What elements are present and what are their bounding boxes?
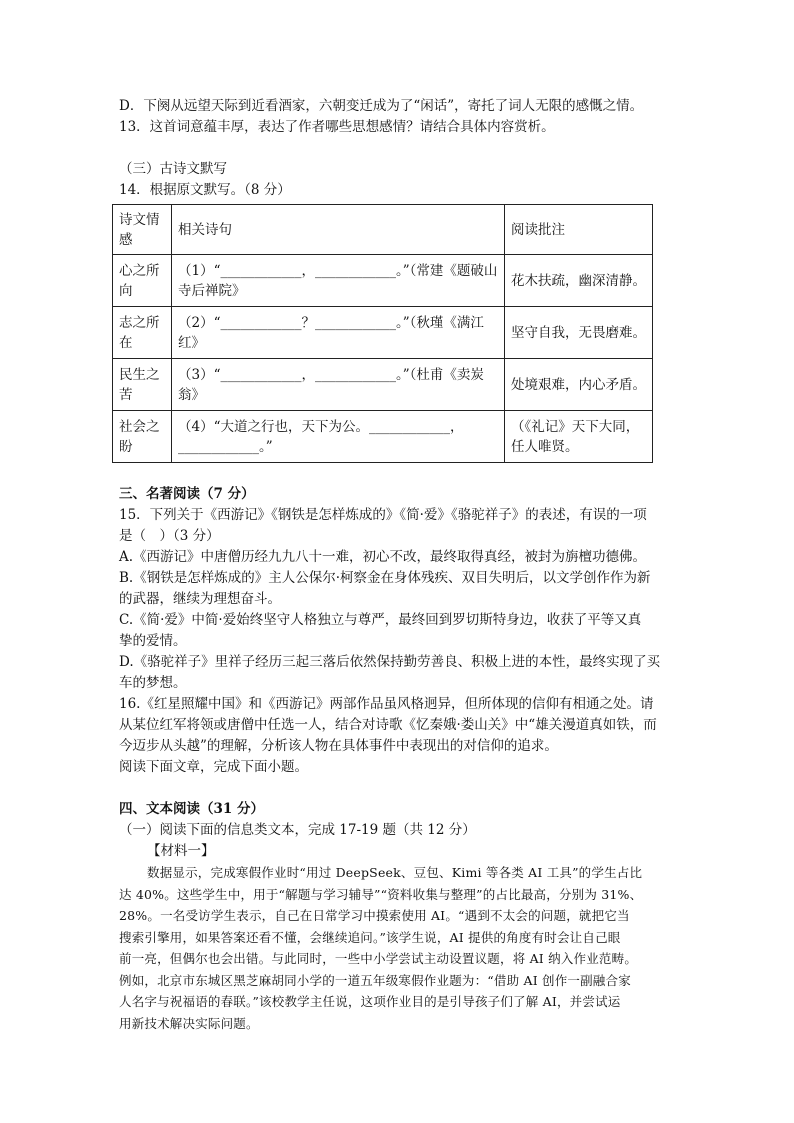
option-d-line: D．下阕从远望天际到近看酒家，六朝变迁成为了“闲话”，寄托了词人无限的感慨之情。 [119,98,644,114]
table-row [113,411,653,463]
material-label: 【材料一】 [147,843,215,859]
question-15-line: 15．下列关于《西游记》《钢铁是怎样炼成的》《简·爱》《骆驼祥子》的表述，有误的一项 [119,507,647,523]
material-line: 例如，北京市东城区黑芝麻胡同小学的一道五年级寒假作业题为：“借助 AI 创作一副融合家 [119,972,631,988]
table-row [113,307,653,359]
question-13: 13．这首词意蕴丰厚，表达了作者哪些思想感情？请结合具体内容赏析。 [119,119,555,135]
option-line: 的武器，继续为理想奋斗。 [119,591,281,607]
option-line: 车的梦想。 [119,675,187,691]
option-line: D.《骆驼祥子》里祥子经历三起三落后依然保持勤劳善良、积极上进的本性，最终实现了买 [119,654,661,670]
option-line: C.《简·爱》中简·爱始终坚守人格独立与尊严，最终回到罗切斯特身边，收获了平等又真 [119,612,642,628]
material-line: 用新技术解决实际问题。 [119,1015,259,1031]
cell-note: 处境艰难，内心矛盾。 [505,359,653,411]
question-16-line: 今迈步从头越”的理解，分析该人物在具体事件中表现出的对信仰的追求。 [119,738,558,754]
option-line: 挚的爱情。 [119,633,187,649]
option-line: A.《西游记》中唐僧历经九九八十一难，初心不改，最终取得真经，被封为旃檀功德佛。 [119,549,647,565]
section-title: （三）古诗文默写 [119,161,227,177]
part-title: 四、文本阅读（31 分） [119,801,264,817]
material-line: 达 40%。这些学生中，用于“解题与学习辅导”“资料收集与整理”的占比最高，分别为 31%、 [119,886,643,902]
instruction-line: 阅读下面文章，完成下面小题。 [119,759,308,775]
cell-note: 花木扶疏，幽深清静。 [505,255,653,307]
header-note: 阅读批注 [505,205,653,255]
material-line: 人名字与祝福语的春联。”该校教学主任说，这项作业目的是引导孩子们了解 AI，并尝试运 [119,994,621,1009]
material-line: 数据显示，完成寒假作业时“用过 DeepSeek、豆包、Kimi 等各类 AI 工具”的学生占比 [147,865,643,880]
material-line: 前一亮，但偶尔也会出错。与此同时，一些中小学尝试主动设置议题，将 AI 纳入作业范畴。 [119,951,638,966]
cell-verse: （4）“大道之行也，天下为公。____________，____________。” [172,411,505,463]
header-verse: 相关诗句 [172,205,505,255]
cell-verse: （3）“____________，____________。”（杜甫《卖炭翁》 [172,359,505,411]
option-line: B.《钢铁是怎样炼成的》主人公保尔·柯察金在身体残疾、双目失明后，以文学创作作为新 [119,570,651,586]
header-emotion: 诗文情感 [113,205,172,255]
cell-verse: （2）“____________？____________。”（秋瑾《满江红》 [172,307,505,359]
material-body [119,862,679,1034]
cell-emotion: 志之所在 [113,307,172,359]
part-title: 三、名著阅读（7 分） [119,486,255,502]
table-row [113,255,653,307]
cell-note: 坚守自我，无畏磨难。 [505,307,653,359]
table-header-row [113,205,653,255]
material-line: 28%。一名受访学生表示，自己在日常学习中摸索使用 AI。“遇到不太会的问题，就把它当 [119,908,630,923]
exam-page [119,96,679,1034]
material-line: 搜索引擎用，如果答案还看不懂，会继续追问。”该学生说，AI 提供的角度有时会让自己眼 [119,929,621,945]
cell-verse: （1）“____________，____________。”（常建《题破山寺后禅院》 [172,255,505,307]
question-16-line: 从某位红军将领或唐僧中任选一人，结合对诗歌《忆秦娥·娄山关》中“雄关漫道真如铁，而 [119,717,657,733]
part-subtitle: （一）阅读下面的信息类文本，完成 17-19 题（共 12 分） [119,822,476,838]
cell-emotion: 社会之盼 [113,411,172,463]
question-16-line: 16.《红星照耀中国》和《西游记》两部作品虽风格迥异，但所体现的信仰有相通之处。请 [119,696,654,712]
cell-note: （《礼记》天下大同，任人唯贤。 [505,411,653,463]
cell-emotion: 心之所向 [113,255,172,307]
table-row [113,359,653,411]
dictation-table [112,204,653,463]
cell-emotion: 民生之苦 [113,359,172,411]
question-14: 14．根据原文默写。（8 分） [119,182,291,198]
question-15-line: 是（ ）（3 分） [119,528,220,544]
